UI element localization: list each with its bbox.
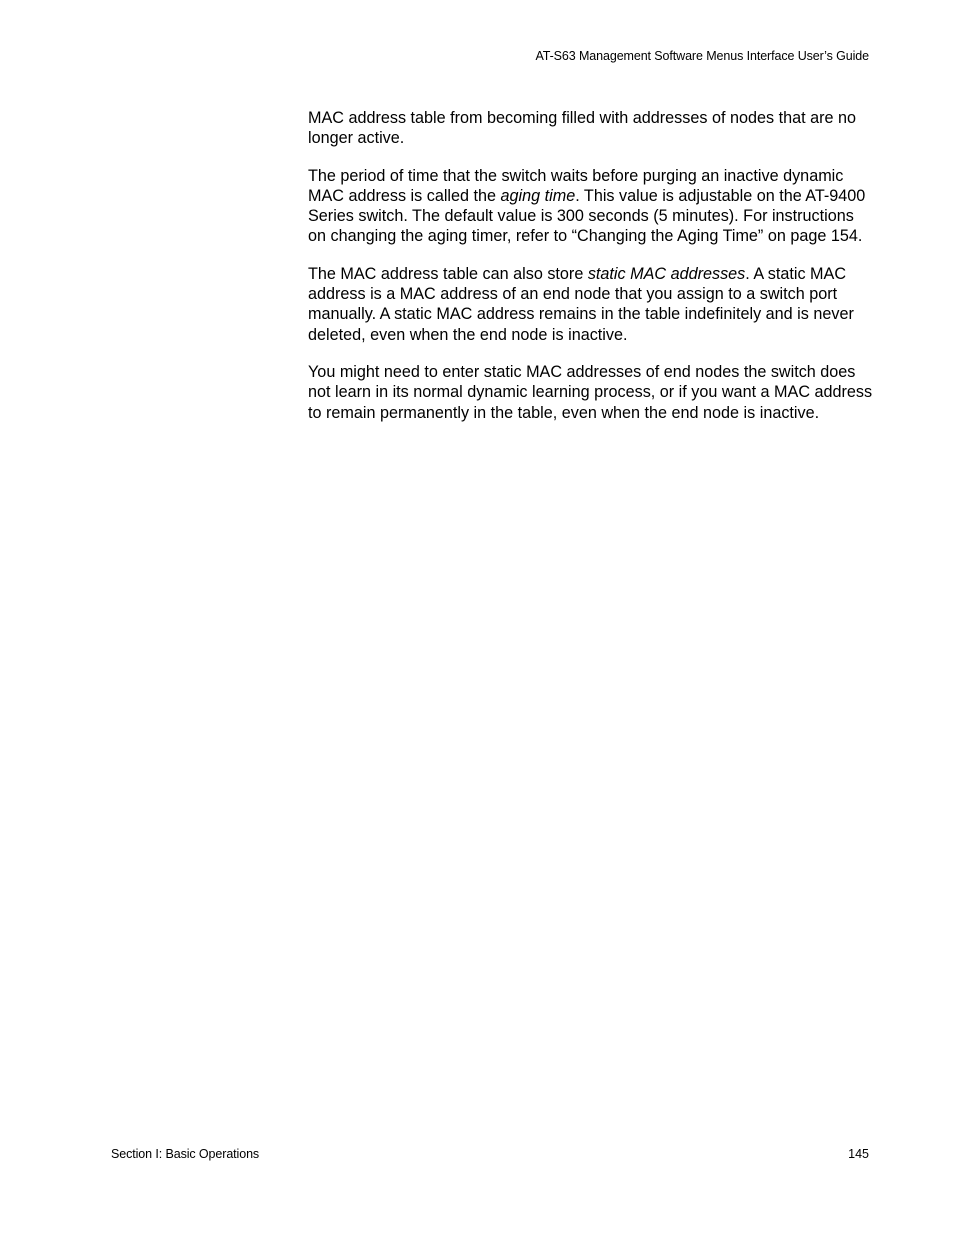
paragraph-2-text-a: The period of time that the switch waits before purging an inactive dynamic MAC address is called the (308, 166, 844, 205)
paragraph-3 (308, 264, 874, 345)
term-aging-time: aging time (500, 186, 576, 205)
paragraph-2 (308, 166, 874, 247)
term-static-mac-addresses: static MAC addresses (587, 264, 746, 283)
paragraph-1: MAC address table from becoming filled with addresses of nodes that are no longer active. (308, 109, 856, 148)
paragraph-3-text-a: The MAC address table can also store (308, 264, 588, 283)
running-header: AT-S63 Management Software Menus Interface User’s Guide (535, 49, 869, 63)
paragraph-3-text-b: . A static MAC address is a MAC address of an end node that you assign to a switch port manually. A static MAC address remains in the table indefinitely and is never deleted, even when the end node is inactive. (308, 264, 854, 344)
body-text (308, 108, 874, 440)
paragraph-4: You might need to enter static MAC addresses of end nodes the switch does not learn in its normal dynamic learning process, or if you want a MAC address to remain permanently in the table, even when the end node is inactive. (308, 362, 873, 422)
footer-section-title: Section I: Basic Operations (111, 1147, 260, 1161)
paragraph-2-text-b: . This value is adjustable on the AT-9400 Series switch. The default value is 300 seconds (5 minutes). For instructions on changing the aging timer, refer to “Changing the Aging Time” on page 154. (308, 186, 866, 246)
footer-page-number: 145 (848, 1147, 869, 1161)
